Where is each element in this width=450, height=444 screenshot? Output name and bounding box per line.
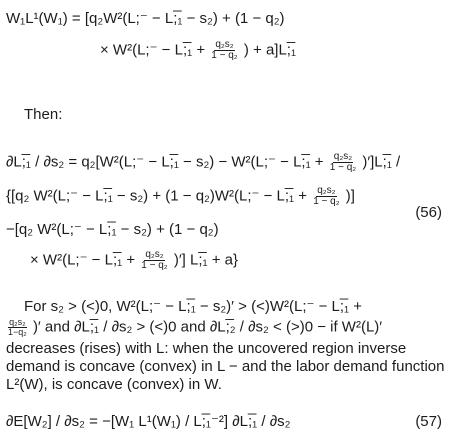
then-label: Then:: [24, 106, 63, 123]
paragraph-fraction: [7, 318, 28, 337]
equation-top-line-1: W₁L¹(W₁) = [q₂W²(L;⁻ − L;̅₁ − s₂) + (1 − q₂): [6, 10, 285, 27]
fraction-denominator: 1 − q₂: [329, 162, 357, 173]
fraction-denominator: 1 − q₂: [313, 196, 340, 207]
equation-57-number: (57): [415, 413, 442, 430]
fraction-numerator: q₂s₂: [145, 249, 164, 260]
fraction-denominator: 1−q₂: [8, 327, 27, 337]
equation-56-number: (56): [415, 204, 442, 221]
paragraph-line-5: L²(W), is concave (convex) in W.: [6, 376, 222, 393]
equation-56-line-4-pre: × W²(L;⁻ − L;̅₁ +: [30, 251, 136, 269]
fraction-denominator: 1 − q₂: [141, 260, 168, 271]
equation-56-line-4-fraction: [140, 250, 168, 271]
equation-57: ∂E[W₂] / ∂s₂ = −[W₁ L¹(W₁) / L;̅₁⁻²] ∂L;̅₁ / ∂s₂: [6, 413, 291, 430]
paragraph-line-2: [6, 318, 382, 337]
equation-top-line-2-pre: × W²(L;⁻ − L;̅₁ +: [100, 41, 206, 59]
equation-56-line-1-fraction: [329, 152, 357, 173]
equation-56-line-1: [6, 152, 400, 173]
fraction-numerator: q₂s₂: [215, 39, 234, 50]
paragraph-line-1: For s₂ > (<)0, W²(L;⁻ − L;̅₁ − s₂)′ > (<)W²(L;⁻ − L;̅₁ +: [24, 298, 362, 315]
equation-top-fraction: [210, 40, 238, 61]
fraction-numerator: q₂s₂: [317, 185, 336, 196]
equation-56-line-1-post: )′]L;̅₁ /: [362, 153, 401, 171]
equation-56-line-2-pre: {[q₂ W²(L;⁻ − L;̅₁ − s₂) + (1 − q₂)W²(L;⁻ − L;̅₁ +: [6, 187, 308, 205]
paragraph-line-3: decreases (rises) with L: when the uncovered region inverse: [6, 340, 407, 357]
fraction-denominator: 1 − q₂: [211, 50, 238, 61]
paragraph-line-4: demand is concave (convex) in L − and the labor demand function: [6, 358, 445, 375]
equation-56-line-3: −[q₂ W²(L;⁻ − L;̅₁ − s₂) + (1 − q₂): [6, 221, 219, 238]
equation-56-line-1-pre: ∂L;̅₁ / ∂s₂ = q₂[W²(L;⁻ − L;̅₁ − s₂) − W²(L;⁻ − L;̅₁ +: [6, 153, 324, 171]
equation-56-line-4-post: )′] L;̅₁ + a}: [173, 251, 239, 269]
equation-56-line-2-post: )]: [345, 187, 355, 205]
fraction-numerator: q₂s₂: [333, 151, 353, 162]
equation-56-line-4: [30, 250, 238, 271]
paragraph-line-2-post: )′ and ∂L;̅₁ / ∂s₂ > (<)0 and ∂L;̅₂ / ∂s₂ < (>)0 − if W²(L)′: [32, 318, 383, 336]
equation-top-line-2-post: ) + a]L;̅₁: [243, 41, 297, 59]
equation-top-line-2: [100, 40, 296, 61]
equation-56-line-2: [6, 186, 355, 207]
equation-56-line-2-fraction: [312, 186, 340, 207]
fraction-numerator: q₂s₂: [9, 317, 26, 327]
